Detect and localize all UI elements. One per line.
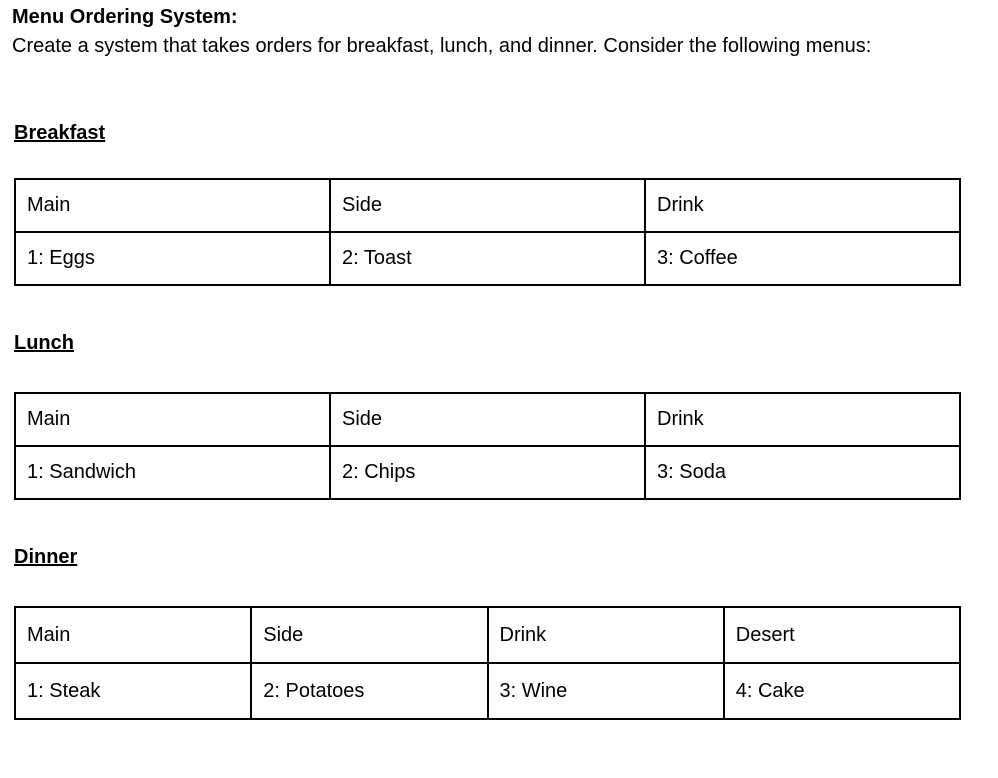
dinner-heading: Dinner (14, 546, 78, 568)
header-cell-main: Main (15, 179, 330, 232)
item-cell-drink: 3: Coffee (645, 232, 960, 285)
header-cell-drink: Drink (645, 393, 960, 446)
document-title: Menu Ordering System: (12, 6, 238, 28)
breakfast-heading: Breakfast (14, 122, 106, 144)
intro-paragraph: Create a system that takes orders for breakfast, lunch, and dinner. Consider the following menus: (12, 35, 872, 57)
item-cell-side: 2: Potatoes (251, 663, 487, 719)
item-cell-main: 1: Sandwich (15, 446, 330, 499)
item-cell-desert: 4: Cake (724, 663, 960, 719)
table-row (15, 446, 960, 499)
lunch-menu-table (14, 392, 961, 500)
item-cell-drink: 3: Soda (645, 446, 960, 499)
header-cell-side: Side (330, 393, 645, 446)
table-row (15, 663, 960, 719)
table-header-row (15, 393, 960, 446)
dinner-menu-table (14, 606, 961, 720)
header-cell-drink: Drink (488, 607, 724, 663)
item-cell-main: 1: Steak (15, 663, 251, 719)
table-row (15, 232, 960, 285)
table-header-row (15, 179, 960, 232)
header-cell-main: Main (15, 393, 330, 446)
table-header-row (15, 607, 960, 663)
item-cell-drink: 3: Wine (488, 663, 724, 719)
item-cell-side: 2: Toast (330, 232, 645, 285)
header-cell-side: Side (330, 179, 645, 232)
item-cell-side: 2: Chips (330, 446, 645, 499)
header-cell-side: Side (251, 607, 487, 663)
lunch-heading: Lunch (14, 332, 74, 354)
header-cell-drink: Drink (645, 179, 960, 232)
header-cell-desert: Desert (724, 607, 960, 663)
header-cell-main: Main (15, 607, 251, 663)
item-cell-main: 1: Eggs (15, 232, 330, 285)
breakfast-menu-table (14, 178, 961, 286)
